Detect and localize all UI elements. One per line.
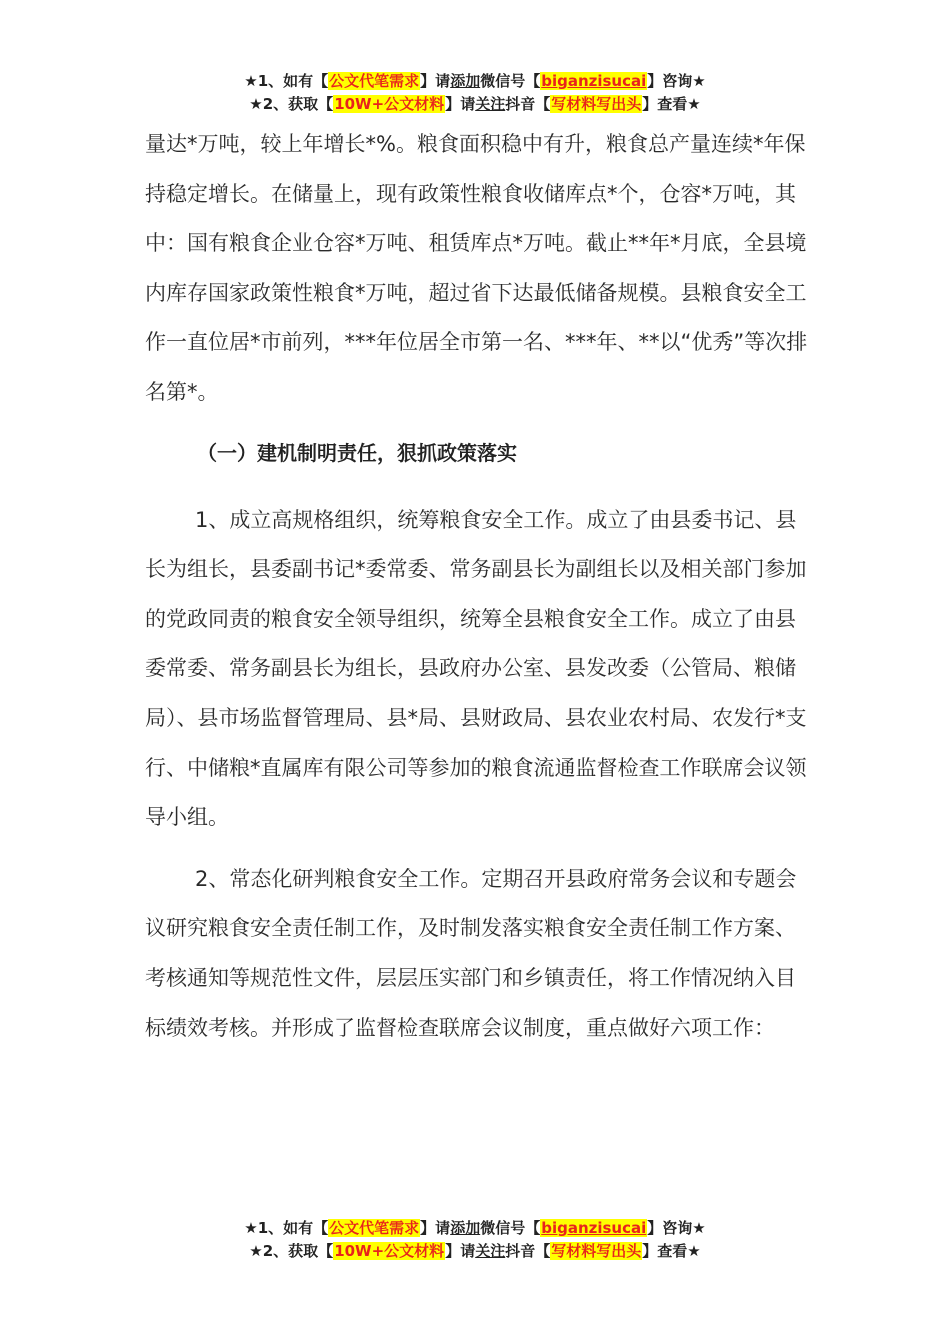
highlight-materials: 10W+公文材料 bbox=[334, 95, 445, 113]
wechat-id-link[interactable]: biganzisucai bbox=[541, 72, 647, 90]
highlight-service: 公文代笔需求 bbox=[329, 72, 420, 90]
banner-line-2 bbox=[0, 93, 950, 116]
paragraph-3: 2、常态化研判粮食安全工作。定期召开县政府常务会议和专题会议研究粮食安全责任制工作，及时制发落实粮食安全责任制工作方案、考核通知等规范性文件，层层压实部门和乡镇责任，将工作情况纳入目标绩效考核。并形成了监督检查联席会议制度，重点做好六项工作： bbox=[145, 866, 797, 1040]
banner-text: ★2、获取【 bbox=[249, 1242, 334, 1260]
banner-text: 】查看★ bbox=[642, 1242, 701, 1260]
section-heading: （一）建机制明责任，狠抓政策落实 bbox=[197, 440, 517, 465]
banner-text: 】查看★ bbox=[642, 95, 701, 113]
banner-text: 】请 bbox=[445, 95, 476, 113]
banner-text: 微信号【 bbox=[480, 72, 541, 90]
paragraph-1: 量达*万吨，较上年增长*%。粮食面积稳中有升，粮食总产量连续*年保持稳定增长。在储量上，现有政策性粮食收储库点*个，仓容*万吨，其中：国有粮食企业仓容*万吨、租赁库点*万吨。截止**年*月底，全县境内库存国家政策性粮食*万吨，超过省下达最低储备规模。县粮食安全工作一直位居*市前列，***年位居全市第一名、***年、**以“优秀”等次排名第*。 bbox=[145, 132, 808, 404]
banner-underlined: 添加 bbox=[450, 72, 481, 90]
banner-text: 】咨询★ bbox=[647, 1219, 706, 1237]
banner-line-1 bbox=[0, 1217, 950, 1240]
banner-text: 】请 bbox=[445, 1242, 476, 1260]
highlight-materials: 10W+公文材料 bbox=[334, 1242, 445, 1260]
banner-text: 微信号【 bbox=[480, 1219, 541, 1237]
banner-text: 】咨询★ bbox=[647, 72, 706, 90]
banner-underlined: 关注 bbox=[475, 1242, 506, 1260]
banner-text: 】请 bbox=[420, 72, 451, 90]
header-banner bbox=[0, 70, 950, 116]
banner-text: ★1、如有【 bbox=[244, 72, 329, 90]
banner-line-1 bbox=[0, 70, 950, 93]
highlight-service: 公文代笔需求 bbox=[329, 1219, 420, 1237]
banner-line-2 bbox=[0, 1240, 950, 1263]
banner-text: 】请 bbox=[420, 1219, 451, 1237]
banner-underlined: 关注 bbox=[475, 95, 506, 113]
footer-banner bbox=[0, 1217, 950, 1263]
banner-text: ★2、获取【 bbox=[249, 95, 334, 113]
paragraph-2: 1、成立高规格组织，统筹粮食安全工作。成立了由县委书记、县长为组长，县委副书记*委常委、常务副县长为副组长以及相关部门参加的党政同责的粮食安全领导组织，统筹全县粮食安全工作。成立了由县委常委、常务副县长为组长，县政府办公室、县发改委（公管局、粮储局）、县市场监督管理局、县*局、县财政局、县农业农村局、农发行*支行、中储粮*直属库有限公司等参加的粮食流通监督检查工作联席会议领导小组。 bbox=[145, 507, 807, 830]
highlight-douyin: 写材料写出头 bbox=[551, 95, 642, 113]
banner-text: 抖音【 bbox=[505, 1242, 551, 1260]
highlight-douyin: 写材料写出头 bbox=[551, 1242, 642, 1260]
document-body bbox=[145, 120, 810, 1053]
banner-text: ★1、如有【 bbox=[244, 1219, 329, 1237]
banner-underlined: 添加 bbox=[450, 1219, 481, 1237]
wechat-id-link[interactable]: biganzisucai bbox=[541, 1219, 647, 1237]
banner-text: 抖音【 bbox=[505, 95, 551, 113]
